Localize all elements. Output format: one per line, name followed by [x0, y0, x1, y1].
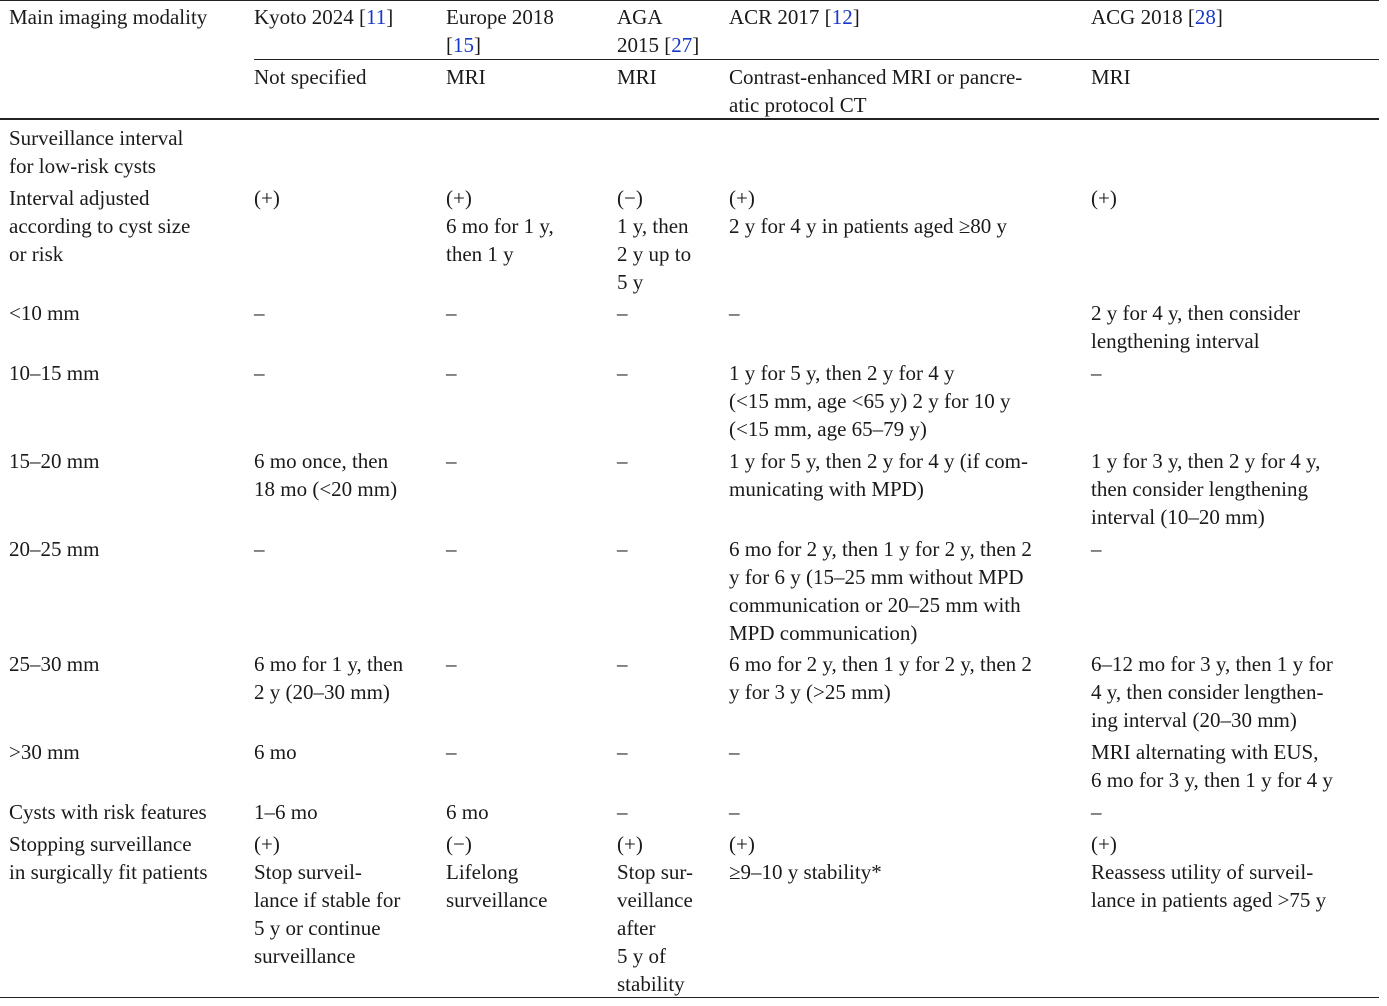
modality-kyoto: Not specified [254, 65, 367, 89]
cell-risk-features-acg: – [1091, 800, 1102, 824]
cell-25-30-europe: – [446, 652, 457, 676]
row-label-lt10: <10 mm [9, 301, 80, 325]
header-row-label: Main imaging modality [9, 5, 208, 29]
col-header-europe: Europe 2018 [15] [446, 5, 554, 57]
row-label-15-20: 15–20 mm [9, 449, 100, 473]
cell-lt10-aga: – [617, 301, 628, 325]
modality-acr: Contrast-enhanced MRI or pancre- atic protocol CT [729, 65, 1023, 117]
row-label-10-15: 10–15 mm [9, 361, 100, 385]
col-header-acr: ACR 2017 [12] [729, 5, 860, 29]
ref-link-11[interactable]: 11 [366, 5, 387, 29]
cell-lt10-acr: – [729, 301, 740, 325]
row-label-surveillance-interval: Surveillance interval for low-risk cysts [9, 126, 184, 178]
cell-25-30-acr: 6 mo for 2 y, then 1 y for 2 y, then 2 y for 3 y (>25 mm) [729, 652, 1032, 704]
modality-aga: MRI [617, 65, 657, 89]
cell-gt30-acr: – [729, 740, 740, 764]
cell-stopping-aga: (+) Stop sur- veillance after 5 y of stability [617, 832, 694, 996]
cell-stopping-acr: (+) ≥9–10 y stability* [729, 832, 882, 884]
ref-link-12[interactable]: 12 [831, 5, 853, 29]
cell-interval-adjusted-europe: (+) 6 mo for 1 y, then 1 y [446, 186, 554, 266]
col-header-aga: AGA 2015 [27] [617, 5, 700, 57]
cell-risk-features-aga: – [617, 800, 628, 824]
modality-acg: MRI [1091, 65, 1131, 89]
cell-20-25-acg: – [1091, 537, 1102, 561]
cell-15-20-acr: 1 y for 5 y, then 2 y for 4 y (if com- municating with MPD) [729, 449, 1028, 501]
row-label-stopping-surveillance: Stopping surveillance in surgically fit patients [9, 832, 208, 884]
row-label-interval-adjusted: Interval adjusted according to cyst size or risk [9, 186, 191, 266]
cell-20-25-acr: 6 mo for 2 y, then 1 y for 2 y, then 2 y for 6 y (15–25 mm without MPD communication or 20–25 mm with MPD communication) [729, 537, 1032, 645]
col-header-acg: ACG 2018 [28] [1091, 5, 1223, 29]
cell-gt30-acg: MRI alternating with EUS, 6 mo for 3 y, then 1 y for 4 y [1091, 740, 1333, 792]
cell-20-25-aga: – [617, 537, 628, 561]
col-header-kyoto: Kyoto 2024 [11] [254, 5, 394, 29]
cell-15-20-aga: – [617, 449, 628, 473]
cell-15-20-kyoto: 6 mo once, then 18 mo (<20 mm) [254, 449, 398, 501]
cell-interval-adjusted-acg: (+) [1091, 186, 1117, 210]
top-rule [0, 0, 1379, 1]
header-bottom-rule [0, 118, 1379, 120]
cell-10-15-acr: 1 y for 5 y, then 2 y for 4 y (<15 mm, age <65 y) 2 y for 10 y (<15 mm, age 65–79 y) [729, 361, 1011, 441]
ref-link-15[interactable]: 15 [453, 33, 474, 57]
cell-gt30-aga: – [617, 740, 628, 764]
header-sub-rule [254, 59, 1379, 60]
cell-risk-features-europe: 6 mo [446, 800, 489, 824]
cell-10-15-europe: – [446, 361, 457, 385]
cell-10-15-acg: – [1091, 361, 1102, 385]
cell-risk-features-kyoto: 1–6 mo [254, 800, 318, 824]
cell-interval-adjusted-aga: (−) 1 y, then 2 y up to 5 y [617, 186, 692, 294]
cell-20-25-europe: – [446, 537, 457, 561]
cell-lt10-acg: 2 y for 4 y, then consider lengthening interval [1091, 301, 1301, 353]
modality-europe: MRI [446, 65, 486, 89]
cell-25-30-aga: – [617, 652, 628, 676]
cell-risk-features-acr: – [729, 800, 740, 824]
cell-25-30-acg: 6–12 mo for 3 y, then 1 y for 4 y, then consider lengthen- ing interval (20–30 mm) [1091, 652, 1333, 732]
cell-25-30-kyoto: 6 mo for 1 y, then 2 y (20–30 mm) [254, 652, 404, 704]
cell-gt30-europe: – [446, 740, 457, 764]
cell-10-15-kyoto: – [254, 361, 265, 385]
cell-stopping-europe: (−) Lifelong surveillance [446, 832, 548, 912]
row-label-25-30: 25–30 mm [9, 652, 100, 676]
cell-lt10-kyoto: – [254, 301, 265, 325]
row-label-20-25: 20–25 mm [9, 537, 100, 561]
bottom-rule [0, 997, 1379, 998]
cell-10-15-aga: – [617, 361, 628, 385]
ref-link-28[interactable]: 28 [1194, 5, 1216, 29]
cell-interval-adjusted-acr: (+) 2 y for 4 y in patients aged ≥80 y [729, 186, 1008, 238]
cell-lt10-europe: – [446, 301, 457, 325]
cell-stopping-acg: (+) Reassess utility of surveil- lance in patients aged >75 y [1091, 832, 1327, 912]
cell-20-25-kyoto: – [254, 537, 265, 561]
row-label-risk-features: Cysts with risk features [9, 800, 207, 824]
cell-interval-adjusted-kyoto: (+) [254, 186, 280, 210]
cell-gt30-kyoto: 6 mo [254, 740, 297, 764]
cell-15-20-acg: 1 y for 3 y, then 2 y for 4 y, then consider lengthening interval (10–20 mm) [1091, 449, 1321, 529]
row-label-gt30: >30 mm [9, 740, 80, 764]
ref-link-27[interactable]: 27 [671, 33, 693, 57]
cell-stopping-kyoto: (+) Stop surveil- lance if stable for 5 y or continue surveillance [254, 832, 401, 968]
cell-15-20-europe: – [446, 449, 457, 473]
